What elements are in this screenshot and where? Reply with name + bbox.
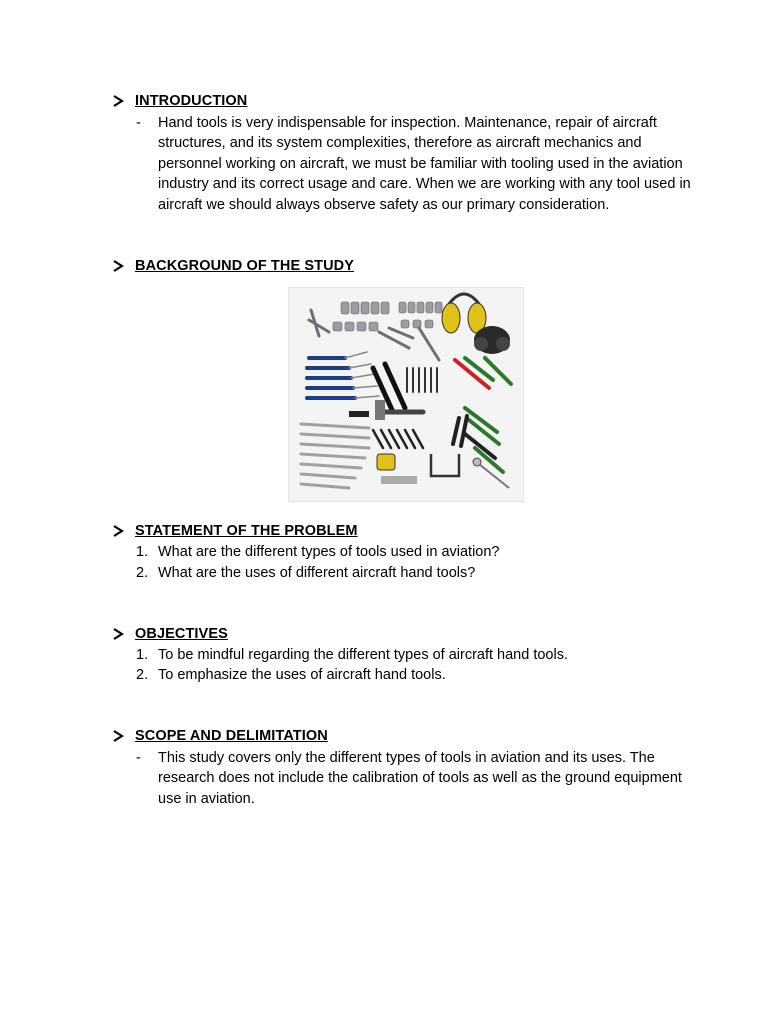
arrow-bullet-icon xyxy=(113,94,127,108)
item-text: What are the different types of tools used in aviation? xyxy=(158,544,500,560)
objectives-title: OBJECTIVES xyxy=(135,626,228,642)
problem-title: STATEMENT OF THE PROBLEM xyxy=(135,523,358,539)
scope-heading xyxy=(113,726,328,746)
scope-text: This study covers only the different types of tools in aviation and its uses. The research does not include the calibration of tools as well as the ground equipment use in aviation. xyxy=(158,750,682,807)
scope-paragraph xyxy=(136,748,696,809)
item-text: What are the uses of different aircraft hand tools? xyxy=(158,565,476,581)
item-text: To be mindful regarding the different types of aircraft hand tools. xyxy=(158,647,569,663)
problem-item xyxy=(136,563,696,583)
tools-illustration-icon xyxy=(289,288,524,502)
problem-item xyxy=(136,542,696,562)
arrow-bullet-icon xyxy=(113,729,127,743)
objective-item xyxy=(136,645,696,665)
introduction-title: INTRODUCTION xyxy=(135,93,248,109)
item-number: 2. xyxy=(136,667,149,683)
arrow-bullet-icon xyxy=(113,259,127,273)
arrow-bullet-icon xyxy=(113,627,127,641)
item-number: 1. xyxy=(136,647,149,663)
aircraft-hand-tools-image xyxy=(288,287,524,502)
objectives-heading xyxy=(113,624,228,644)
dash-bullet: - xyxy=(136,750,141,766)
dash-bullet: - xyxy=(136,115,141,131)
introduction-paragraph xyxy=(136,113,696,215)
problem-heading xyxy=(113,521,358,541)
item-number: 2. xyxy=(136,565,149,581)
item-number: 1. xyxy=(136,544,149,560)
objective-item xyxy=(136,665,696,685)
background-title: BACKGROUND OF THE STUDY xyxy=(135,258,354,274)
introduction-heading xyxy=(113,91,247,111)
introduction-text: Hand tools is very indispensable for inspection. Maintenance, repair of aircraft structures, and its system complexities, therefore as aircraft mechanics and personnel working on aircraft, we must be familiar with tooling used in the aviation industry and its correct usage and care. When we are working with any tool used in aircraft we should always observe safety as our primary consideration. xyxy=(158,115,691,213)
scope-title: SCOPE AND DELIMITATION xyxy=(135,728,328,744)
background-heading xyxy=(113,256,354,276)
item-text: To emphasize the uses of aircraft hand tools. xyxy=(158,667,446,683)
arrow-bullet-icon xyxy=(113,524,127,538)
